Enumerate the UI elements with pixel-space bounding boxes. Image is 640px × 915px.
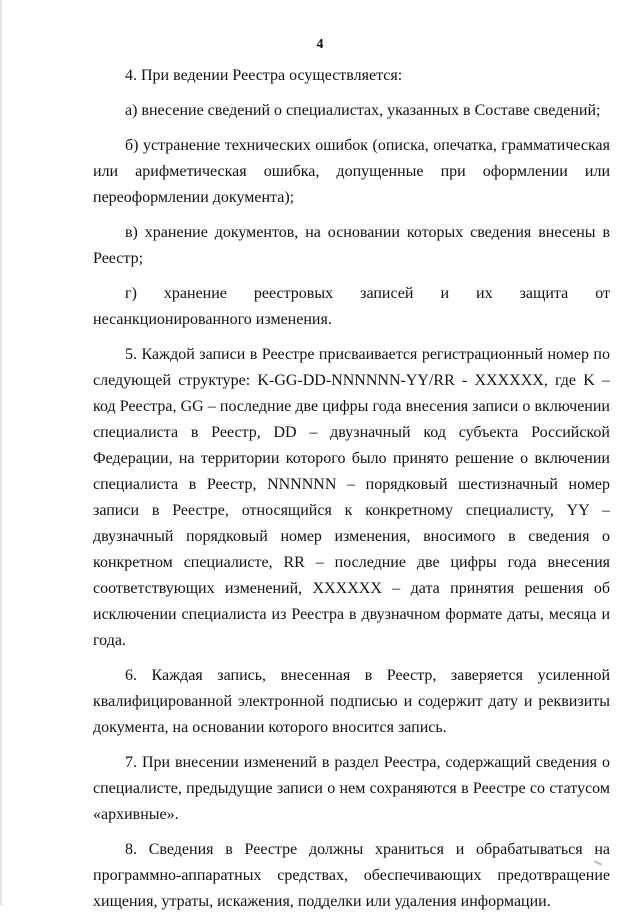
list-item-v: в) хранение документов, на основании которых сведения внесены в Реестр; xyxy=(93,224,610,267)
list-item-b: б) устранение технических ошибок (описка, опечатка, грамматическая или арифметическая ошибка, допущенные при оформлении или переоформлении документа); xyxy=(93,137,610,206)
paragraph-7: 7. При внесении изменений в раздел Реестра, содержащий сведения о специалисте, предыдущие записи о нем сохраняются в Реестре со статусом «архивные». xyxy=(93,754,610,823)
paragraph-8: 8. Сведения в Реестре должны храниться и обрабатываться на программно-аппаратных средствах, обеспечивающих предотвращение хищения, утраты, искажения, подделки или удаления информации. xyxy=(93,841,610,910)
document-body xyxy=(93,63,610,915)
paragraph-5: 5. Каждой записи в Реестре присваивается регистрационный номер по следующей структуре: K-GG-DD-NNNNNN-YY/RR - XXXXXX, где K – код Реестра, GG – последние две цифры года внесения записи о включении специалиста в Реестр, DD – двузначный код субъекта Российской Федерации, на территории которого было принято решение о включении специалиста в Реестр, NNNNNN – порядковый шестизначный номер записи в Реестре, относящийся к конкретному специалисту, YY – двузначный порядковый номер изменения, вносимого в сведения о конкретном специалисте, RR – последние две цифры года внесения соответствующих изменений, XXXXXX – дата принятия решения об исключении специалиста из Реестра в двузначном формате даты, месяца и года. xyxy=(93,346,610,649)
paragraph-4: 4. При ведении Реестра осуществляется: xyxy=(125,67,403,84)
list-item-g: г) хранение реестровых записей и их защита от несанкционированного изменения. xyxy=(93,285,610,328)
paragraph-6: 6. Каждая запись, внесенная в Реестр, заверяется усиленной квалифицированной электронной подписью и содержит дату и реквизиты документа, на основании которого вносится запись. xyxy=(93,667,610,736)
page-number: 4 xyxy=(316,37,324,52)
list-item-a: а) внесение сведений о специалистах, указанных в Составе сведений; xyxy=(125,102,601,119)
scan-edge-shadow xyxy=(0,0,3,905)
